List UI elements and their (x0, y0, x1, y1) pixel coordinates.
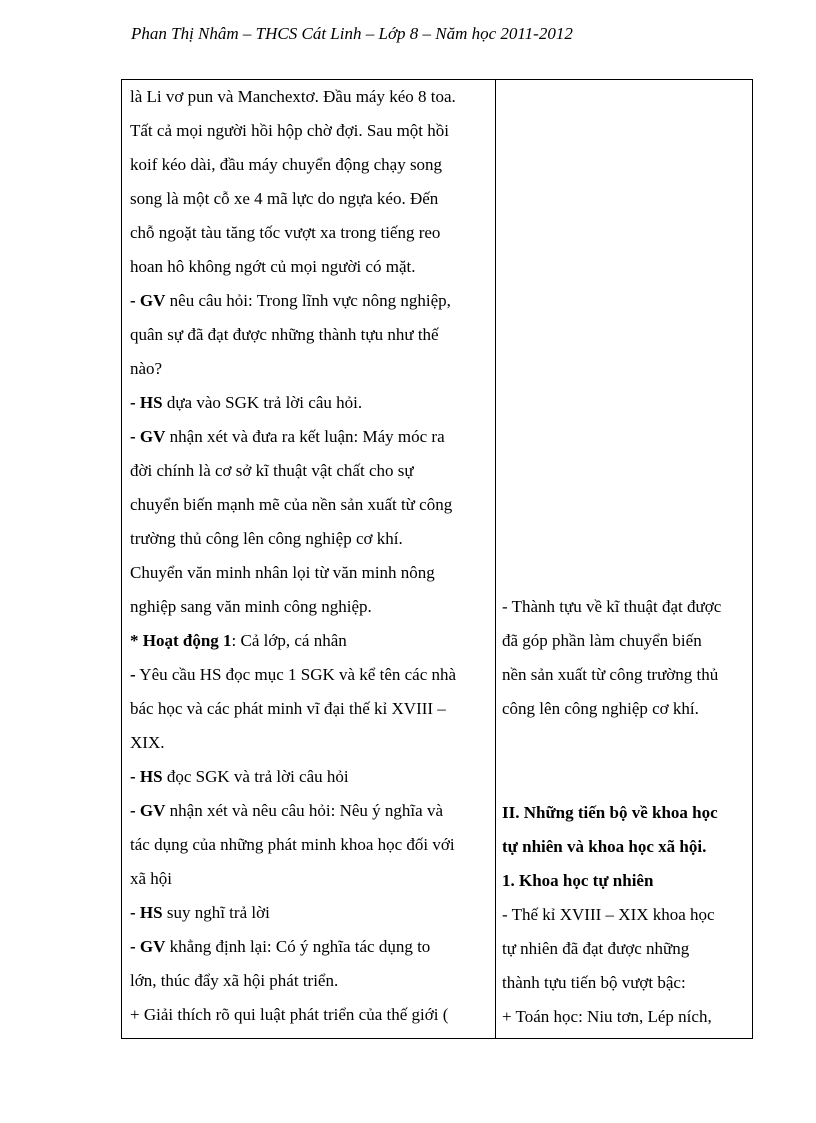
text-line (502, 905, 715, 925)
text-line (130, 529, 403, 549)
bold-label: - GV (130, 427, 166, 446)
text-line (130, 1005, 448, 1025)
text-line (502, 665, 718, 685)
text-line (130, 393, 362, 413)
bold-label: - GV (130, 801, 166, 820)
line-text: + Toán học: Niu tơn, Lép ních, (502, 1007, 712, 1026)
text-line (130, 869, 172, 889)
line-text: trường thủ công lên công nghiệp cơ khí. (130, 529, 403, 548)
text-line (502, 939, 689, 959)
bold-label: - GV (130, 937, 166, 956)
text-line (130, 223, 440, 243)
line-text: tác dụng của những phát minh khoa học đối với (130, 835, 455, 854)
line-text: đã góp phần làm chuyển biến (502, 631, 702, 650)
bold-label: 1. Khoa học tự nhiên (502, 871, 654, 890)
text-line (130, 631, 347, 651)
bold-label: - HS (130, 767, 163, 786)
text-line (502, 631, 702, 651)
line-text: song là một cỗ xe 4 mã lực do ngựa kéo. Đến (130, 189, 439, 208)
line-text: XIX. (130, 733, 165, 752)
text-line (130, 87, 456, 107)
line-text: nêu câu hỏi: Trong lĩnh vực nông nghiệp, (165, 291, 451, 310)
line-text: khẳng định lại: Có ý nghĩa tác dụng to (165, 937, 431, 956)
line-text: : Cả lớp, cá nhân (231, 631, 347, 650)
line-text: thành tựu tiến bộ vượt bậc: (502, 973, 686, 992)
text-line (502, 803, 718, 823)
line-text: - Thành tựu về kĩ thuật đạt được (502, 597, 722, 616)
text-line (502, 1007, 712, 1027)
text-line (502, 597, 721, 617)
text-line (502, 699, 699, 719)
line-text: nghiệp sang văn minh công nghiệp. (130, 597, 372, 616)
bold-label: - HS (130, 903, 163, 922)
line-text: - Thế kỉ XVIII – XIX khoa học (502, 905, 715, 924)
line-text: chuyển biến mạnh mẽ của nền sản xuất từ công (130, 495, 453, 514)
text-line (130, 835, 455, 855)
text-line (130, 495, 452, 515)
line-text: dựa vào SGK trả lời câu hỏi. (162, 393, 363, 412)
line-text: tự nhiên đã đạt được những (502, 939, 690, 958)
text-line (130, 427, 445, 447)
lesson-table (121, 79, 753, 1039)
text-line (130, 359, 162, 379)
bold-label: - (130, 665, 136, 684)
text-line (502, 837, 706, 857)
line-text: là Li vơ pun và Manchextơ. Đầu máy kéo 8 toa. (130, 87, 456, 106)
line-text: công lên công nghiệp cơ khí. (502, 699, 699, 718)
line-text: Yêu cầu HS đọc mục 1 SGK và kể tên các nhà (135, 665, 457, 684)
line-text: Chuyển văn minh nhân lọi từ văn minh nông (130, 563, 435, 582)
line-text: suy nghĩ trả lời (162, 903, 270, 922)
text-line (130, 767, 349, 787)
text-line (130, 971, 338, 991)
bold-label: - HS (130, 393, 163, 412)
text-line (130, 801, 443, 821)
text-line (130, 665, 456, 685)
text-line (130, 597, 372, 617)
text-line (130, 733, 164, 753)
line-text: koif kéo dài, đầu máy chuyển động chạy song (130, 155, 443, 174)
column-divider (495, 80, 496, 1038)
text-line (130, 937, 430, 957)
line-text: chỗ ngoặt tàu tăng tốc vượt xa trong tiếng reo (130, 223, 441, 242)
text-line (130, 155, 442, 175)
page-header: Phan Thị Nhâm – THCS Cát Linh – Lớp 8 – Năm học 2011-2012 (131, 24, 573, 43)
text-line (130, 257, 415, 277)
line-text: lớn, thúc đẩy xã hội phát triển. (130, 971, 339, 990)
line-text: xã hội (130, 869, 173, 888)
line-text: Tất cả mọi người hồi hộp chờ đợi. Sau một hồi (130, 121, 450, 140)
line-text: nhận xét và nêu câu hỏi: Nêu ý nghĩa và (165, 801, 443, 820)
line-text: bác học và các phát minh vĩ đại thế kỉ XVIII – (130, 699, 446, 718)
text-line (130, 563, 435, 583)
text-line (130, 461, 414, 481)
line-text: + Giải thích rõ qui luật phát triển của thế giới ( (130, 1005, 449, 1024)
line-text: quân sự đã đạt được những thành tựu như thế (130, 325, 439, 344)
bold-label: II. Những tiến bộ về khoa học (502, 803, 718, 822)
bold-label: tự nhiên và khoa học xã hội. (502, 837, 707, 856)
text-line (130, 325, 439, 345)
line-text: nào? (130, 359, 163, 378)
text-line (502, 973, 686, 993)
bold-label: * Hoạt động 1 (130, 631, 232, 650)
line-text: đời chính là cơ sở kĩ thuật vật chất cho sự (130, 461, 414, 480)
text-line (130, 699, 446, 719)
line-text: đọc SGK và trả lời câu hỏi (162, 767, 349, 786)
text-line (130, 903, 270, 923)
line-text: hoan hô không ngớt củ mọi người có mặt. (130, 257, 416, 276)
text-line (130, 121, 449, 141)
line-text: nền sản xuất từ công trường thủ (502, 665, 719, 684)
bold-label: - GV (130, 291, 166, 310)
text-line (130, 189, 438, 209)
text-line (130, 291, 451, 311)
line-text: nhận xét và đưa ra kết luận: Máy móc ra (165, 427, 445, 446)
text-line (502, 871, 653, 891)
